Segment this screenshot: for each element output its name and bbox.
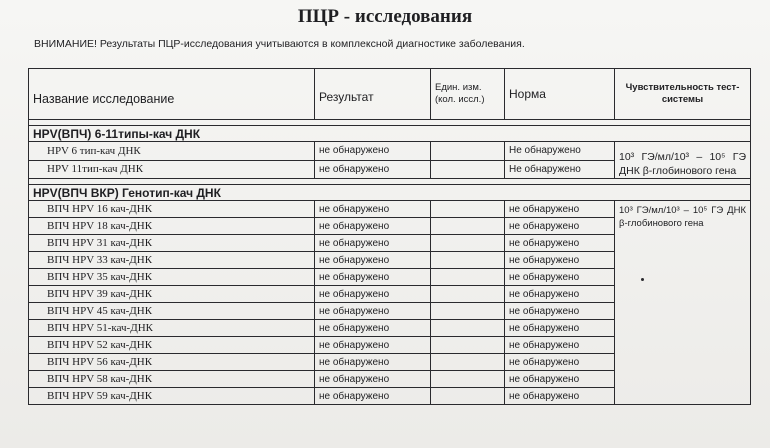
test-unit (431, 252, 505, 269)
test-unit (431, 388, 505, 405)
test-norm: не обнаружено (505, 201, 615, 218)
test-name: ВПЧ HPV 52 кач-ДНК (29, 337, 315, 354)
test-name: HPV 11тип-кач ДНК (29, 160, 315, 179)
test-name: ВПЧ HPV 18 кач-ДНК (29, 218, 315, 235)
test-result: не обнаружено (315, 337, 431, 354)
test-unit (431, 303, 505, 320)
test-result: не обнаружено (315, 160, 431, 179)
test-unit (431, 337, 505, 354)
test-unit (431, 286, 505, 303)
group-title: HPV(ВПЧ ВКР) Генотип-кач ДНК (29, 185, 751, 201)
test-norm: не обнаружено (505, 388, 615, 405)
test-result: не обнаружено (315, 286, 431, 303)
test-unit (431, 142, 505, 161)
notice-text: ВНИМАНИЕ! Результаты ПЦР-исследования учитываются в комплексной диагностике заболевания. (34, 38, 525, 50)
page-title: ПЦР - исследования (297, 6, 473, 27)
test-norm: не обнаружено (505, 371, 615, 388)
sensitivity-cell: 10³ ГЭ/мл/10³ – 10⁵ ГЭ ДНК β-глобинового гена (615, 201, 751, 405)
test-name: ВПЧ HPV 16 кач-ДНК (29, 201, 315, 218)
test-result: не обнаружено (315, 269, 431, 286)
header-result: Результат (315, 69, 431, 120)
test-result: не обнаружено (315, 354, 431, 371)
test-norm: не обнаружено (505, 303, 615, 320)
test-name: ВПЧ HPV 58 кач-ДНК (29, 371, 315, 388)
test-unit (431, 201, 505, 218)
results-table (28, 68, 751, 405)
test-norm: не обнаружено (505, 252, 615, 269)
test-norm: не обнаружено (505, 235, 615, 252)
test-unit (431, 354, 505, 371)
test-result: не обнаружено (315, 371, 431, 388)
test-result: не обнаружено (315, 235, 431, 252)
test-unit (431, 160, 505, 179)
group-header-row (29, 126, 751, 142)
test-norm: Не обнаружено (505, 160, 615, 179)
test-norm: не обнаружено (505, 218, 615, 235)
test-unit (431, 371, 505, 388)
header-sensitivity: Чувствительность тест-системы (615, 69, 751, 120)
sensitivity-cell: 10³ ГЭ/мл/10³ – 10⁵ ГЭ ДНК β-глобинового гена (615, 142, 751, 179)
test-norm: не обнаружено (505, 320, 615, 337)
table-header-row (29, 69, 751, 120)
test-result: не обнаружено (315, 320, 431, 337)
test-result: не обнаружено (315, 201, 431, 218)
results-table-body (29, 69, 751, 405)
test-name: ВПЧ HPV 51-кач-ДНК (29, 320, 315, 337)
table-row (29, 142, 751, 161)
test-norm: не обнаружено (505, 354, 615, 371)
test-name: ВПЧ HPV 59 кач-ДНК (29, 388, 315, 405)
test-result: не обнаружено (315, 142, 431, 161)
test-name: ВПЧ HPV 33 кач-ДНК (29, 252, 315, 269)
test-norm: не обнаружено (505, 286, 615, 303)
test-unit (431, 269, 505, 286)
header-name: Название исследование (29, 69, 315, 120)
dot-mark (641, 278, 644, 281)
test-name: ВПЧ HPV 56 кач-ДНК (29, 354, 315, 371)
test-name: ВПЧ HPV 45 кач-ДНК (29, 303, 315, 320)
test-norm: не обнаружено (505, 337, 615, 354)
test-unit (431, 320, 505, 337)
test-result: не обнаружено (315, 252, 431, 269)
test-name: ВПЧ HPV 31 кач-ДНК (29, 235, 315, 252)
test-norm: не обнаружено (505, 269, 615, 286)
table-row (29, 201, 751, 218)
test-unit (431, 218, 505, 235)
header-norm: Норма (505, 69, 615, 120)
group-title: HPV(ВПЧ) 6-11типы-кач ДНК (29, 126, 751, 142)
test-norm: Не обнаружено (505, 142, 615, 161)
test-name: ВПЧ HPV 39 кач-ДНК (29, 286, 315, 303)
test-result: не обнаружено (315, 218, 431, 235)
test-name: ВПЧ HPV 35 кач-ДНК (29, 269, 315, 286)
test-unit (431, 235, 505, 252)
test-result: не обнаружено (315, 303, 431, 320)
test-result: не обнаружено (315, 388, 431, 405)
group-header-row (29, 185, 751, 201)
test-name: HPV 6 тип-кач ДНК (29, 142, 315, 161)
header-unit: Един. изм. (кол. иссл.) (431, 69, 505, 120)
